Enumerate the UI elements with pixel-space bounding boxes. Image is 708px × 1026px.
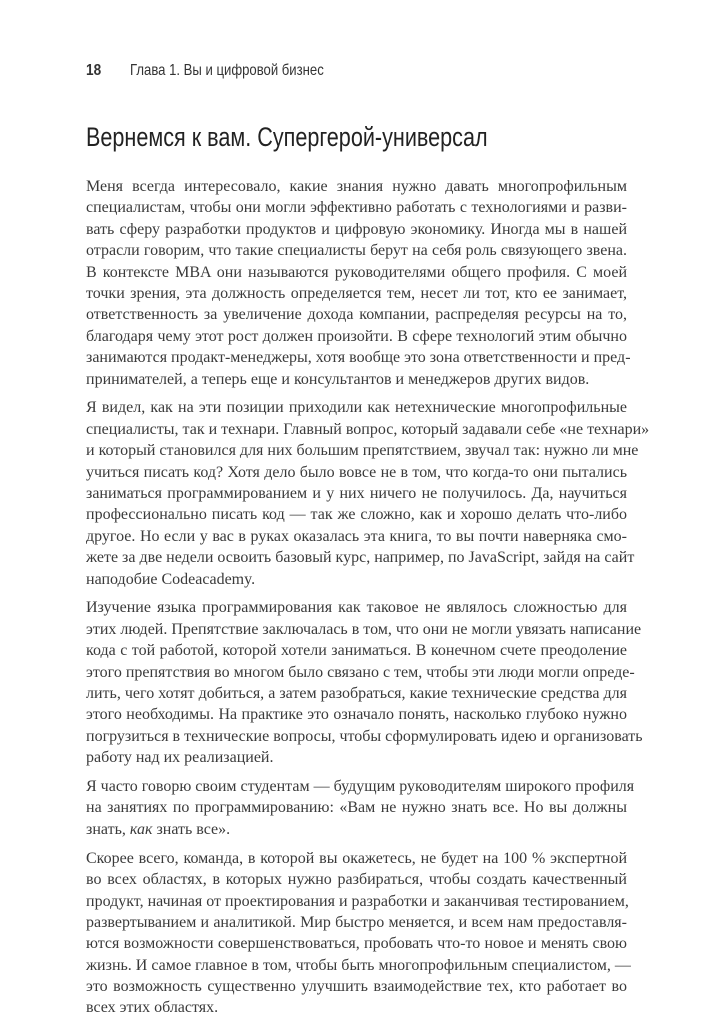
text-line: заниматься программированием и у них ничего не получилось. Да, научиться bbox=[86, 484, 627, 502]
text-line: жизнь. И самое главное в том, чтобы быть многопрофильным специалистом, — bbox=[86, 956, 631, 974]
text-line: Скорее всего, команда, в которой вы окажетесь, не будет на 100 % экспертной bbox=[86, 849, 627, 867]
text-line: ответственность за увеличение дохода компании, распределяя ресурсы на то, bbox=[86, 306, 627, 324]
text-line: занимаются продакт-менеджеры, хотя вообще это зона ответственности и пред- bbox=[86, 349, 631, 367]
text-line: продукт, начиная от проектирования и разработки и заканчивая тестированием, bbox=[86, 892, 629, 910]
text-line: другое. Но если у вас в руках оказалась эта книга, то вы почти наверняка смо- bbox=[86, 527, 627, 545]
emphasis: как bbox=[129, 820, 153, 838]
paragraph bbox=[86, 776, 635, 840]
text-line: Меня всегда интересовало, какие знания нужно давать многопрофильным bbox=[86, 178, 627, 195]
section-heading: Вернемся к вам. Супергерой-универсал bbox=[86, 122, 488, 152]
text-line: отрасли говорим, что такие специалисты берут на себя роль связующего звена. bbox=[86, 242, 627, 260]
text-line: В контексте MBA они называются руководителями общего профиля. С моей bbox=[86, 263, 627, 281]
text-line: профессионально писать код — так же сложно, как и хорошо делать что-либо bbox=[86, 506, 627, 524]
text-line: во всех областях, в которых нужно разбираться, чтобы создать качественный bbox=[86, 871, 627, 889]
text-line: кода с той работой, которой хотели заниматься. В конечном счете преодоление bbox=[86, 642, 627, 660]
paragraph bbox=[86, 176, 631, 390]
text-line: точки зрения, эта должность определяется тем, несет ли тот, кто ее занимает, bbox=[86, 284, 627, 302]
paragraph bbox=[86, 597, 643, 768]
paragraph bbox=[86, 397, 650, 590]
text-line: Я видел, как на эти позиции приходили как нетехнические многопрофильные bbox=[86, 399, 627, 417]
text-line: специалистам, чтобы они могли эффективно работать с технологиями и разви- bbox=[86, 199, 627, 217]
text-line: вать сферу разработки продуктов и цифровую экономику. Иногда мы в нашей bbox=[86, 220, 627, 238]
text-line: работу над их реализацией. bbox=[86, 749, 274, 767]
text-line: развертыванием и аналитикой. Мир быстро меняется, и всем нам предоставля- bbox=[86, 913, 627, 931]
text-line: на занятиях по программированию: «Вам не нужно знать все. Но вы должны bbox=[86, 799, 627, 817]
running-title: Глава 1. Вы и цифровой бизнес bbox=[130, 62, 324, 79]
text-line: Я часто говорю своим студентам — будущим руководителям широкого профиля bbox=[86, 778, 635, 796]
text-line: всех этих областях. bbox=[86, 999, 219, 1017]
text-line: это возможность существенно улучшить взаимодействие тех, кто работает во bbox=[86, 978, 627, 996]
text-line bbox=[86, 819, 627, 840]
text-segment: знать все». bbox=[152, 820, 231, 838]
text-line: принимателей, а теперь еще и консультантов и менеджеров других видов. bbox=[86, 370, 590, 388]
body-text bbox=[86, 176, 650, 1026]
text-segment: знать, bbox=[86, 820, 130, 838]
text-line: этого необходимы. На практике это означало понять, насколько глубоко нужно bbox=[86, 706, 627, 724]
running-header bbox=[86, 62, 366, 80]
page-number: 18 bbox=[86, 62, 102, 79]
text-line: ются возможности совершенствоваться, пробовать что-то новое и менять свою bbox=[86, 935, 627, 953]
text-line: учиться писать код? Хотя дело было вовсе не в том, что когда-то они пытались bbox=[86, 463, 627, 481]
text-line: этого препятствия во многом было связано с тем, чтобы эти люди могли опреде- bbox=[86, 663, 635, 681]
text-line: Изучение языка программирования как таковое не являлось сложностью для bbox=[86, 599, 627, 617]
text-line: благодаря чему этот рост должен произойти. В сфере технологий этим обычно bbox=[86, 327, 627, 345]
text-line: и который становился для них большим препятствием, звучал так: нужно ли мне bbox=[86, 442, 639, 460]
text-line: погрузиться в технические вопросы, чтобы сформулировать идею и организовать bbox=[86, 727, 643, 745]
text-line: лить, чего хотят добиться, а затем разобраться, какие технические средства для bbox=[86, 684, 627, 702]
paragraph bbox=[86, 848, 631, 1019]
text-line: этих людей. Препятствие заключалась в том, что они не могли увязать написание bbox=[86, 620, 642, 638]
text-line: жете за две недели освоить базовый курс, например, по JavaScript, зайдя на сайт bbox=[86, 549, 635, 567]
text-line: специалисты, так и технари. Главный вопрос, который задавали себе «не технари» bbox=[86, 420, 650, 438]
text-line: наподобие Codeacademy. bbox=[86, 570, 256, 588]
